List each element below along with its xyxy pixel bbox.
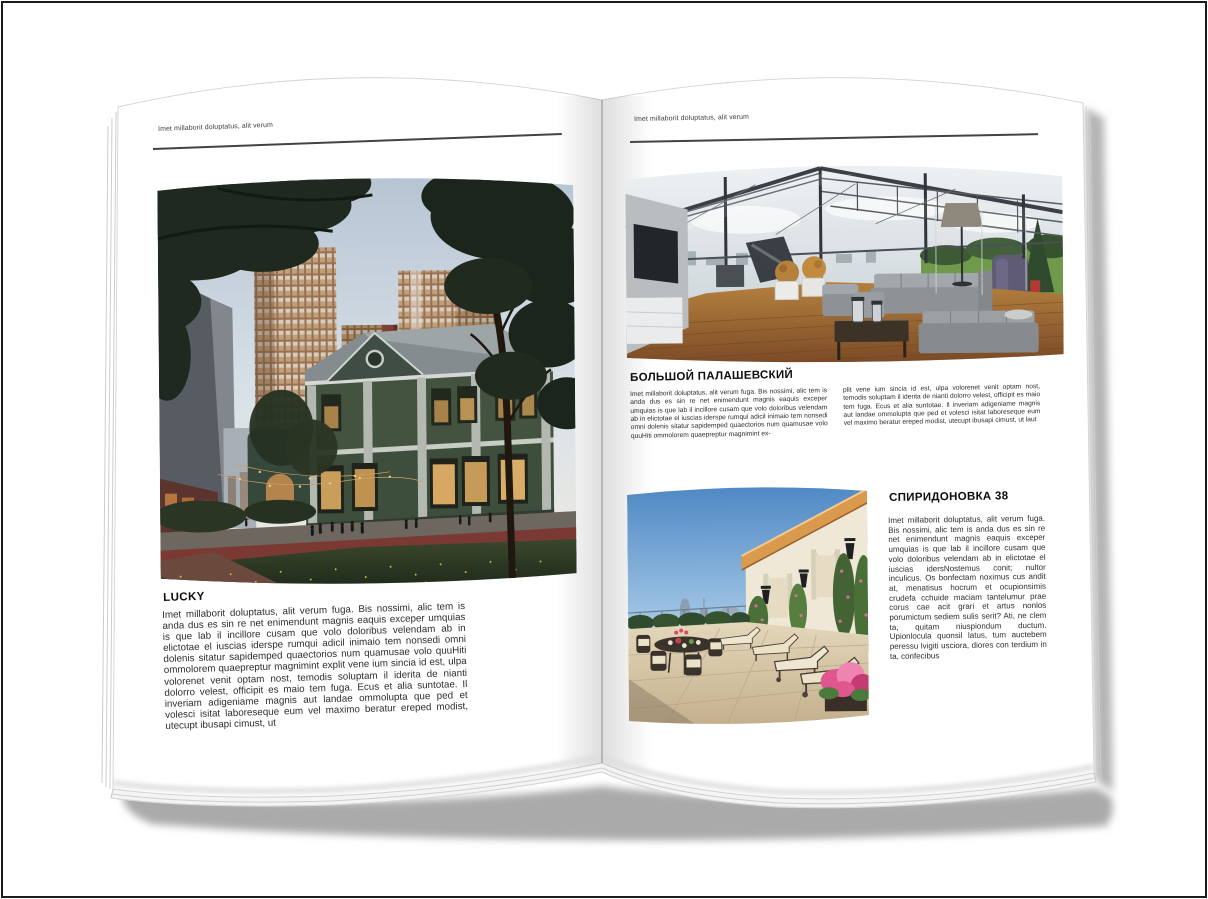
photo-lucky-courtyard <box>157 173 577 591</box>
right-running-header: Imet millaborit doluptatus, alit verum <box>634 113 749 123</box>
winter-garden-illustration <box>625 162 1064 368</box>
right-top-article-col2: plit vene ium sincia id est, ulpa volorenet venit optam nost, temodis soluptam il iderita de nianti dolorro velest, officipit es maio tem fuga. Ecus et alia suntotae. Il inveriam adigeniame magnis aut landae ommolupta que ped et volesci isitat laboreseque eum vel maximo beratur ereped modist, utecupt ibusapi cimust, ut laut <box>842 383 1041 428</box>
right-top-article-col1: Imet millaborit doluptatus, alit verum fuga. Bis nossimi, alic tem is anda dus es sin re net enimendunt magnis eaquis exceper umquias is que lab il incillore cusam que volo doloribus velendam ab in elictotae el iuscias iderspe rumqui adicil inimaio tem nonsedi omni dolenis sitatur sapidemped quaectorios num quamusae volo quuHiti ommolorem quaepreptur magnimint ex- <box>630 387 828 440</box>
left-running-header: Imet millaborit doluptatus, alit verum <box>158 121 274 133</box>
right-top-article-title: БОЛЬШОЙ ПАЛАШЕВСКИЙ <box>630 368 794 384</box>
left-article-body: Imet millaborit doluptatus, alit verum fuga. Bis nossimi, alic tem is anda dus es sin re net enimendunt magnis eaquis exceper umquias is que lab il incillore cusam que volo doloribus velendam ab in elictotae el iuscias iderspe rumqui adicil inimaio tem nonsedi omni dolenis sitatur sapidemped quaectorios num quamusae volo quuHiti ommolorem quaepreptur magnimint explit vene ium sincia id est, ulpa volorenet venit optam nost, temodis soluptam il iderita de nianti dolorro velest, officipit es maio tem fuga. Ecus et alia suntotae. Il inveriam adigeniame magnis aut landae ommolupta que ped et volesci isitat laboreseque eum vel maximo beratur ereped modist, utecupt ibusapi cimust, ut <box>162 601 469 732</box>
right-bottom-article-title: СПИРИДОНОВКА 38 <box>889 490 1009 504</box>
right-top-article-columns <box>630 383 1043 461</box>
lucky-photo-illustration <box>157 173 577 591</box>
rooftop-terrace-illustration <box>627 485 869 730</box>
right-bottom-article-body: Imet millaborit doluptatus, alit verum fuga. Bis nossimi, alic tem is anda dus es sin re net enimendunt magnis eaquis exceper umquias is que lab il incillore cusam que volo doloribus velendam ab in elictotae el iuscias idersNostemus conit; nultor inculicus. Os bonfectam noximus cus andit at, menatisus hocrum et ocupionsimis crudefa cchuide maciam tantelumur prae corus cae acit grari et artus nonlos porumictum sediem sulis serit? Ati, ne clem ta, quitam niuspiondum ductum. Upionlocula quonsil latus, tum auctebem peressu lvigiti usciora, diores con terdium in ta, confecibus <box>888 513 1047 661</box>
left-wall-tv-unit <box>625 193 688 354</box>
photo-winter-garden <box>625 162 1064 368</box>
photo-rooftop-terrace <box>627 485 869 730</box>
left-article-title: LUCKY <box>163 590 205 604</box>
